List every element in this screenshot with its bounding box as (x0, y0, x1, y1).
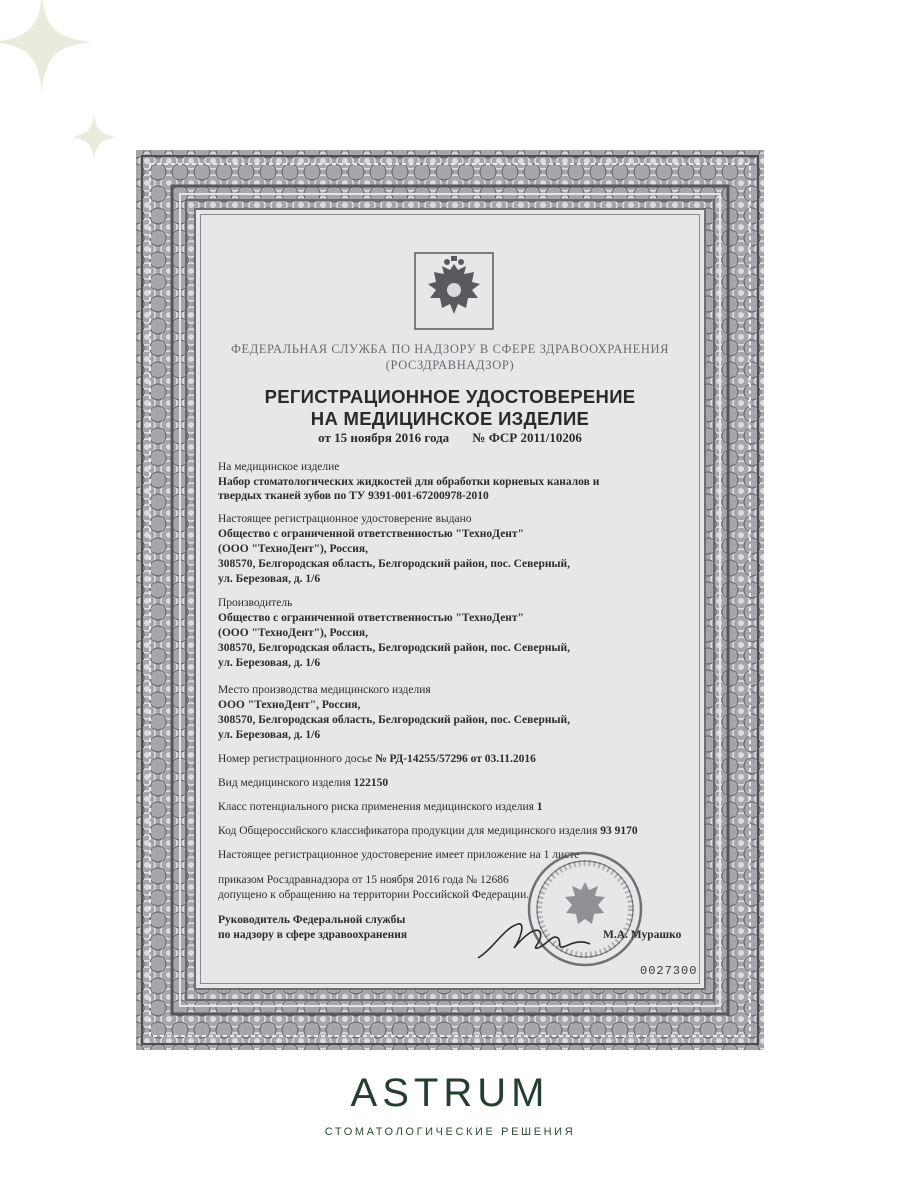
head-name: М.А. Мурашко (603, 929, 682, 941)
device-label: На медицинское изделие (218, 461, 340, 473)
agency-short-name: (РОСЗДРАВНАДЗОР) (385, 358, 515, 372)
order-line: приказом Росздравнадзора от 15 ноября 2016 года № 12686 (218, 874, 509, 886)
production-site-line: 308570, Белгородская область, Белгородский район, пос. Северный, (218, 714, 570, 726)
brand-tagline: СТОМАТОЛОГИЧЕСКИЕ РЕШЕНИЯ (324, 1126, 576, 1138)
agency-name: ФЕДЕРАЛЬНАЯ СЛУЖБА ПО НАДЗОРУ В СФЕРЕ ЗДРАВООХРАНЕНИЯ (230, 342, 670, 356)
manufacturer-label: Производитель (218, 597, 293, 609)
coat-of-arms-icon (414, 252, 494, 330)
signature (474, 918, 594, 964)
okp-code-label: Код Общероссийского классификатора продукции для медицинского изделия (218, 825, 598, 837)
head-title-line: Руководитель Федеральной службы (218, 914, 406, 926)
device-line: твердых тканей зубов по ТУ 9391-001-67200978-2010 (218, 490, 489, 502)
device-type-row (218, 776, 688, 790)
issued-line: ул. Березовая, д. 1/6 (218, 573, 321, 585)
risk-class-label: Класс потенциального риска применения медицинского изделия (218, 801, 534, 813)
serial-number: 0027300 (640, 964, 698, 978)
certificate-number: № ФСР 2011/10206 (472, 430, 582, 445)
dossier-row (218, 752, 688, 766)
issued-label: Настоящее регистрационное удостоверение выдано (218, 513, 472, 525)
manufacturer-line: Общество с ограниченной ответственностью "ТехноДент" (218, 612, 524, 624)
head-title-line: по надзору в сфере здравоохранения (218, 929, 408, 941)
certificate-date: от 15 ноября 2016 года (318, 430, 450, 445)
okp-code-value: 93 9170 (600, 825, 638, 837)
okp-code-row (218, 824, 688, 838)
certificate-date-number (166, 430, 734, 446)
risk-class-row (218, 800, 688, 814)
sparkle-large-icon (0, 0, 100, 100)
certificate-title-line1: РЕГИСТРАЦИОННОЕ УДОСТОВЕРЕНИЕ (264, 386, 636, 407)
issued-line: Общество с ограниченной ответственностью "ТехноДент" (218, 528, 524, 540)
order-line: допущено к обращению на территории Российской Федерации. (218, 889, 530, 901)
production-site-label: Место производства медицинского изделия (218, 684, 431, 696)
certificate-title-line2: НА МЕДИЦИНСКОЕ ИЗДЕЛИЕ (310, 408, 590, 429)
dossier-label: Номер регистрационного досье (218, 753, 373, 765)
sparkle-small-icon (70, 112, 120, 162)
production-site-line: ООО "ТехноДент", Россия, (218, 699, 361, 711)
device-type-value: 122150 (353, 777, 389, 789)
risk-class-value: 1 (536, 801, 543, 813)
dossier-value: № РД-14255/57296 от 03.11.2016 (375, 753, 536, 765)
device-type-label: Вид медицинского изделия (218, 777, 351, 789)
brand-name: ASTRUM (350, 1071, 550, 1115)
appendix-text: Настоящее регистрационное удостоверение имеет приложение на 1 листе (218, 849, 580, 861)
manufacturer-line: (ООО "ТехноДент"), Россия, (218, 627, 368, 639)
issued-line: (ООО "ТехноДент"), Россия, (218, 543, 368, 555)
issued-line: 308570, Белгородская область, Белгородский район, пос. Северный, (218, 558, 570, 570)
manufacturer-line: ул. Березовая, д. 1/6 (218, 657, 321, 669)
astrum-logo (300, 1070, 600, 1138)
production-site-line: ул. Березовая, д. 1/6 (218, 729, 321, 741)
device-line: Набор стоматологических жидкостей для обработки корневых каналов и (218, 476, 600, 488)
manufacturer-line: 308570, Белгородская область, Белгородский район, пос. Северный, (218, 642, 570, 654)
